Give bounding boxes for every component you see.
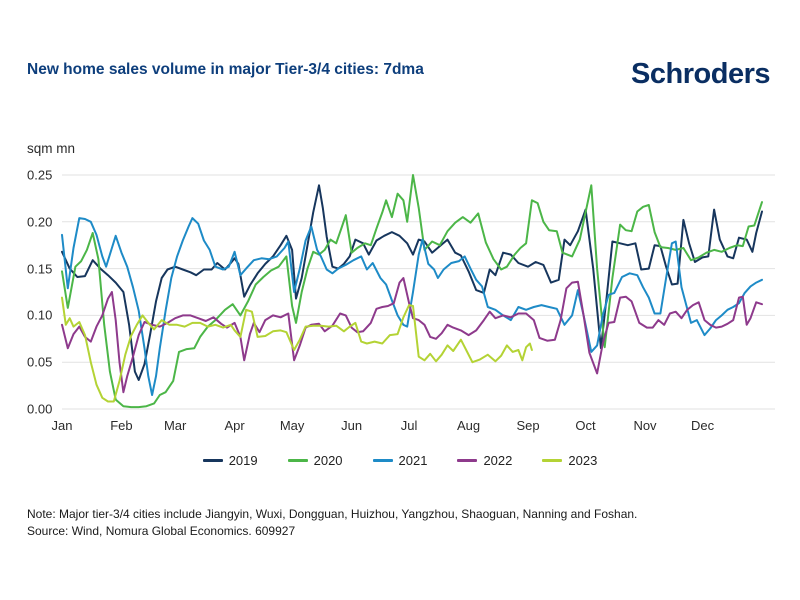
x-axis-tick-label: Dec (690, 418, 715, 433)
x-axis-tick-label: Aug (456, 418, 481, 433)
x-axis-tick-label: Oct (575, 418, 596, 433)
x-axis-tick-label: Jan (51, 418, 73, 433)
legend-label: 2019 (228, 453, 258, 468)
series-line-2020 (62, 175, 762, 407)
legend-swatch-2021 (373, 459, 393, 462)
x-axis-tick-label: Sep (516, 418, 540, 433)
y-axis-unit-label: sqm mn (27, 141, 76, 156)
y-axis-tick-label: 0.25 (27, 167, 53, 183)
legend-swatch-2022 (457, 459, 477, 462)
y-axis-tick-label: 0.20 (27, 214, 53, 230)
x-axis-tick-label: Apr (224, 418, 245, 433)
x-axis-tick-label: Feb (110, 418, 133, 433)
footnote (27, 506, 637, 540)
footnote-source: Source: Wind, Nomura Global Economics. 609927 (27, 523, 296, 538)
legend-item-2021 (373, 453, 428, 468)
legend-label: 2021 (398, 453, 428, 468)
x-axis-tick-label: May (279, 418, 305, 433)
x-axis-tick-label: Jun (341, 418, 363, 433)
y-axis-tick-label: 0.00 (27, 401, 53, 417)
legend-item-2020 (288, 453, 343, 468)
x-axis-tick-label: Jul (400, 418, 418, 433)
legend (0, 453, 800, 468)
legend-label: 2020 (313, 453, 343, 468)
legend-swatch-2020 (288, 459, 308, 462)
legend-swatch-2023 (542, 459, 562, 462)
legend-item-2023 (542, 453, 597, 468)
legend-item-2019 (203, 453, 258, 468)
chart-title: New home sales volume in major Tier-3/4 cities: 7dma (27, 61, 424, 78)
footnote-note: Note: Major tier-3/4 cities include Jiangyin, Wuxi, Dongguan, Huizhou, Yangzhou, Shaoguan, Nanning and Foshan. (27, 507, 638, 521)
legend-item-2022 (457, 453, 512, 468)
x-axis-tick-label: Mar (163, 418, 187, 433)
series-line-2019 (62, 185, 762, 380)
schroders-logo: Schroders (631, 58, 770, 90)
y-axis-tick-label: 0.05 (27, 354, 53, 370)
y-axis-tick-label: 0.15 (27, 261, 53, 277)
x-axis-tick-label: Nov (633, 418, 657, 433)
legend-label: 2022 (483, 453, 513, 468)
legend-swatch-2019 (203, 459, 223, 462)
legend-label: 2023 (568, 453, 598, 468)
y-axis-tick-label: 0.10 (27, 307, 53, 323)
